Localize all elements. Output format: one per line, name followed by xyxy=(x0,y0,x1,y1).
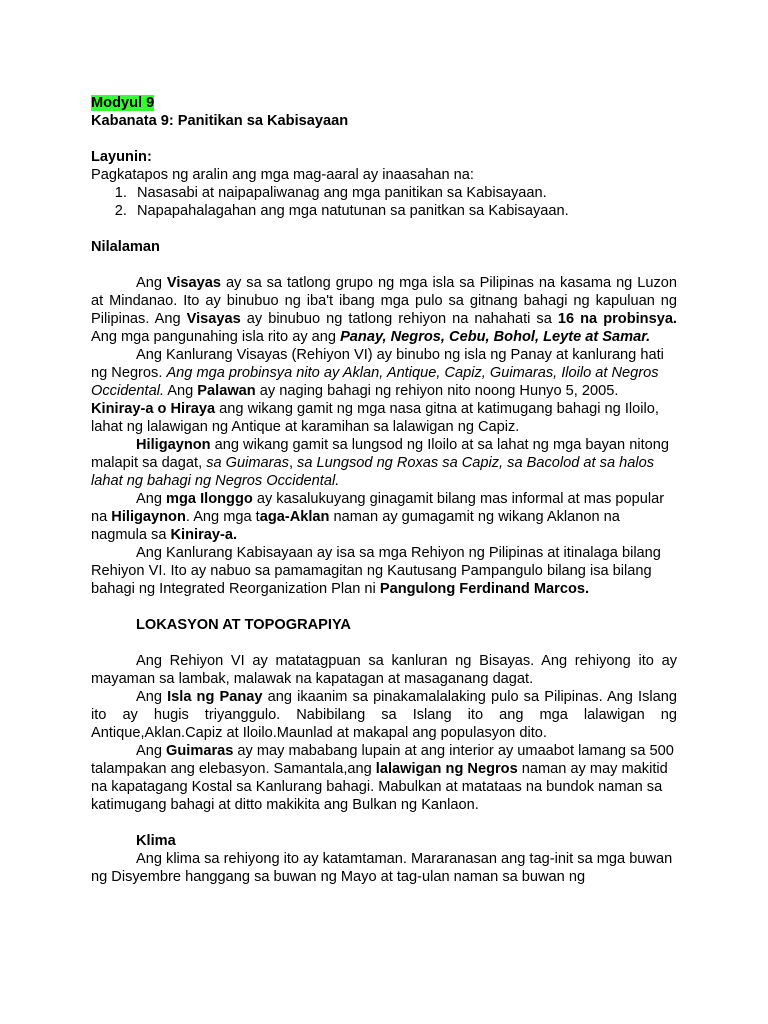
text-run: Ang Kanlurang Visayas (Rehiyon VI) ay binubo ng isla ng Panay at kanlurang hati ng Negros. xyxy=(91,347,664,381)
text-run: . Ang mga t xyxy=(185,509,260,525)
text-run: ang ikaanim sa pinakamalalaking pulo sa Pilipinas. Ang Islang ito ay hugis triyanggulo. Nabibilang sa Islang ito ang mga lalawigan ng Antique,Aklan.Capiz at Iloilo.Maunlad at makapal ang populasyon dito. xyxy=(91,689,677,741)
text-run: ay binubuo ng tatlong rehiyon na nahahati sa xyxy=(240,311,558,327)
text-run: Ang xyxy=(164,383,198,399)
module-highlight: Modyul 9 xyxy=(91,95,155,111)
objectives-heading: Layunin: xyxy=(91,149,152,165)
term-kiniray-a: Kiniray-a o Hiraya xyxy=(91,401,216,417)
document-page xyxy=(91,94,677,886)
objective-item: 2. Napapahalagahan ang mga natutunan sa panitkan sa Kabisayaan. xyxy=(131,202,677,220)
provinces-list: Ang mga probinsya nito ay Aklan, Antique, Capiz, Guimaras, Iloilo at Negros Occidental. xyxy=(91,365,659,399)
spacer xyxy=(91,256,677,274)
text-run: ay sa sa tatlong grupo ng mga isla sa Pilipinas na kasama ng Luzon at Mindanao. Ito ay binubuo ng iba't ibang mga pulo sa gitnang bahagi ng kapuluan ng Pilipinas. Ang xyxy=(91,275,677,327)
paragraph-panay xyxy=(91,688,677,742)
term-hiligaynon: Hiligaynon xyxy=(111,509,186,525)
place-guimaras: sa Guimaras xyxy=(206,455,289,471)
term-islands: Panay, Negros, Cebu, Bohol, Leyte at Samar. xyxy=(340,329,651,345)
text-run: ay kasalukuyang ginagamit bilang mas informal at mas popular na xyxy=(91,491,665,525)
paragraph-kinaray-a xyxy=(91,400,677,436)
spacer xyxy=(91,634,677,652)
paragraph-western-visayas xyxy=(91,346,677,400)
spacer xyxy=(91,814,677,832)
term-ilonggo: mga Ilonggo xyxy=(166,491,253,507)
term-visayas: Visayas xyxy=(166,275,222,291)
paragraph-region-location: Ang Rehiyon VI ay matatagpuan sa kanluran ng Bisayas. Ang rehiyong ito ay mayaman sa lambak, malawak na kapatagan at masaganang dagat. xyxy=(91,653,677,687)
paragraph-region-vi xyxy=(91,544,677,598)
text-run: naman ay may makitid na kapatagang Kostal sa Kanlurang bahagi. Mabulkan at matataas na bundok naman sa katimugang bahagi at ditto makikita ang Bulkan ng Kanlaon. xyxy=(91,761,668,813)
text-run: ay may mababang lupain at ang interior ay umaabot lamang sa 500 talampakan ang elebasyon. Samantala,ang xyxy=(91,743,674,777)
text-run: , xyxy=(288,455,298,471)
chapter-title: Kabanata 9: Panitikan sa Kabisayaan xyxy=(91,113,349,129)
location-heading: LOKASYON AT TOPOGRAPIYA xyxy=(136,617,351,633)
paragraph-guimaras-negros xyxy=(91,742,677,814)
objectives-list xyxy=(91,184,677,220)
term-panay: Isla ng Panay xyxy=(167,689,263,705)
objectives-intro: Pagkatapos ng aralin ang mga mag-aaral ay inaasahan na: xyxy=(91,167,474,183)
text-run: Ang xyxy=(136,743,167,759)
text-run: Ang xyxy=(136,275,167,291)
paragraph-hiligaynon xyxy=(91,436,677,490)
paragraph-ilonggo xyxy=(91,490,677,544)
term-negros: lalawigan ng Negros xyxy=(375,761,518,777)
text-run: ay naging bahagi ng rehiyon nito noong Hunyo 5, 2005. xyxy=(255,383,619,399)
term-aklan: aga-Aklan xyxy=(259,509,330,525)
spacer xyxy=(91,220,677,238)
text-run: Ang mga pangunahing isla rito ay ang xyxy=(91,329,341,345)
term-hiligaynon: Hiligaynon xyxy=(136,437,211,453)
term-palawan: Palawan xyxy=(197,383,256,399)
term-guimaras: Guimaras xyxy=(166,743,234,759)
climate-heading: Klima xyxy=(136,833,176,849)
text-run: ang wikang gamit ng mga nasa gitna at katimugang bahagi ng Iloilo, lahat ng lalawigan ng Antique at karamihan sa lalawigan ng Capiz. xyxy=(91,401,659,435)
paragraph-visayas-intro xyxy=(91,274,677,346)
paragraph-climate: Ang klima sa rehiyong ito ay katamtaman. Mararanasan ang tag-init sa mga buwan ng Disyembre hanggang sa buwan ng Mayo at tag-ulan naman sa buwan ng xyxy=(91,851,673,885)
spacer xyxy=(91,598,677,616)
term-provinces: 16 na probinsya. xyxy=(557,311,677,327)
text-run: Ang xyxy=(136,689,168,705)
term-kiniray-a: Kiniray-a. xyxy=(170,527,238,543)
term-marcos: Pangulong Ferdinand Marcos. xyxy=(379,581,590,597)
content-heading: Nilalaman xyxy=(91,239,160,255)
text-run: ang wikang gamit sa lungsod ng Iloilo at sa lahat ng mga bayan nitong malapit sa dagat, xyxy=(91,437,669,471)
text-run: naman ay gumagamit ng wikang Aklanon na nagmula sa xyxy=(91,509,620,543)
module-label xyxy=(91,94,677,112)
spacer xyxy=(91,130,677,148)
objective-item: 1. Nasasabi at naipapaliwanag ang mga panitikan sa Kabisayaan. xyxy=(131,184,677,202)
text-run: Ang Kanlurang Kabisayaan ay isa sa mga Rehiyon ng Pilipinas at itinalaga bilang Rehiyon VI. Ito ay nabuo sa pamamagitan ng Kautusang Pampangulo bilang isa bilang bahagi ng Integrated Reorganization Plan ni xyxy=(91,545,661,597)
places-list: sa Lungsod ng Roxas sa Capiz, sa Bacolod at sa halos lahat ng bahagi ng Negros Occidental. xyxy=(91,455,655,489)
term-visayas: Visayas xyxy=(186,311,241,327)
text-run: Ang xyxy=(136,491,167,507)
